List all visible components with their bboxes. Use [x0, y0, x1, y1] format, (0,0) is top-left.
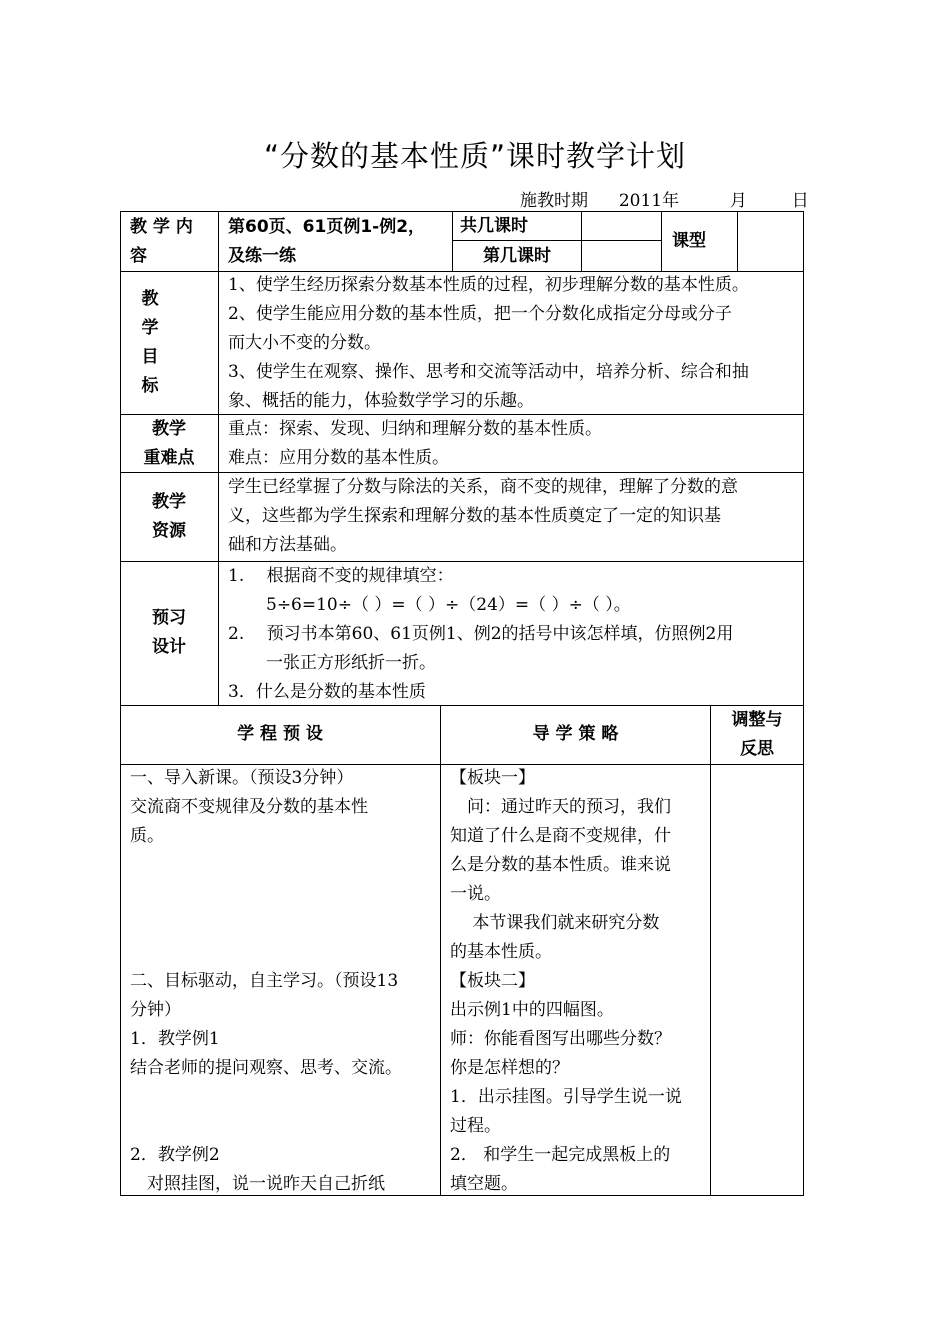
- objectives-label-char: 目: [141, 347, 159, 367]
- border-right: [803, 211, 804, 1196]
- content-value: [228, 213, 450, 271]
- content-value-line: 及练一练: [228, 246, 296, 266]
- objective-line: 而大小不变的分数。: [228, 333, 381, 353]
- process-right-line: 过程。: [450, 1116, 501, 1136]
- process-col1-header: 学 程 预 设: [237, 724, 323, 744]
- process-left-line: [130, 909, 438, 938]
- lesson-type-label: 课型: [672, 231, 706, 251]
- preview-line: 一张正方形纸折一折。: [266, 653, 436, 673]
- process-right-line: 【板块一】: [450, 768, 535, 788]
- resources-line: 础和方法基础。: [228, 535, 347, 555]
- process-right-line: 2． 和学生一起完成黑板上的: [450, 1145, 671, 1165]
- process-right-line: 出示例1中的四幅图。: [450, 1000, 614, 1020]
- preview-label-line: 设计: [152, 637, 186, 657]
- process-right-line: 你是怎样想的？: [450, 1058, 569, 1078]
- process-right-column: [450, 764, 708, 1199]
- process-right-line: 填空题。: [450, 1174, 518, 1194]
- resources-line: 学生已经掌握了分数与除法的关系，商不变的规律，理解了分数的意: [228, 477, 738, 497]
- date-line: [520, 186, 809, 211]
- process-left-line: [130, 1112, 438, 1141]
- date-year: 2011年: [618, 191, 680, 211]
- process-right-line: 的基本性质。: [450, 942, 552, 962]
- process-right-line: 1．出示挂图。引导学生说一说: [450, 1087, 682, 1107]
- content-label-line: 容: [130, 246, 147, 266]
- period-no-label: 第几课时: [483, 246, 551, 266]
- process-right-line: 【板块二】: [450, 971, 535, 991]
- key-points-label: [120, 415, 218, 473]
- resources-label: [120, 488, 218, 546]
- col-line: [661, 211, 662, 272]
- key-points-label-line: 教学: [152, 419, 186, 439]
- objective-line: 象、概括的能力，体验数学学习的乐趣。: [228, 391, 534, 411]
- preview-line: 1. 根据商不变的规律填空：: [228, 566, 454, 586]
- key-points-label-line: 重难点: [143, 448, 195, 468]
- resources-label-line: 资源: [152, 521, 186, 541]
- process-col2-header: 导 学 策 略: [532, 724, 619, 744]
- date-month: 月: [729, 191, 747, 211]
- date-label: 施教时期: [520, 191, 588, 211]
- resources-label-line: 教学: [152, 492, 186, 512]
- preview-line: 3．什么是分数的基本性质: [228, 682, 426, 702]
- col-line: [440, 705, 441, 1196]
- col-line: [581, 211, 582, 272]
- process-right-line: 知道了什么是商不变规律，什: [450, 826, 671, 846]
- process-right-line: 一说。: [450, 884, 501, 904]
- difficulty-line: 难点：应用分数的基本性质。: [228, 448, 449, 468]
- process-left-line: [130, 938, 438, 967]
- document-title: “分数的基本性质”课时教学计划: [263, 139, 687, 173]
- process-left-line: 结合老师的提问观察、思考、交流。: [130, 1058, 402, 1078]
- process-left-line: 分钟）: [130, 1000, 181, 1020]
- col-line: [218, 211, 219, 706]
- process-col3-header-line: 反思: [740, 739, 774, 759]
- total-periods-label: 共几课时: [460, 216, 528, 236]
- process-left-line: 2．教学例2: [130, 1145, 220, 1165]
- objectives-content: [228, 271, 800, 416]
- preview-line: 2. 预习书本第60、61页例1、例2的括号中该怎样填，仿照例2用: [228, 624, 734, 644]
- process-left-line: 一、导入新课。（预设3分钟）: [130, 768, 354, 788]
- process-left-line: [130, 1083, 438, 1112]
- content-value-line: 第60页、61页例1-例2，: [228, 217, 426, 237]
- process-left-line: 1．教学例1: [130, 1029, 220, 1049]
- preview-label-line: 预习: [152, 608, 186, 628]
- process-left-line: 对照挂图，说一说昨天自己折纸: [130, 1174, 385, 1194]
- process-right-line: 问：通过昨天的预习，我们: [450, 797, 671, 817]
- preview-line: 5÷6=10÷（ ）=（ ）÷（24）=（ ）÷（ ）。: [266, 595, 631, 615]
- objective-line: 1、使学生经历探索分数基本性质的过程，初步理解分数的基本性质。: [228, 275, 749, 295]
- objectives-label-char: 标: [141, 376, 159, 396]
- process-left-line: 交流商不变规律及分数的基本性: [130, 797, 368, 817]
- content-label-line: 教 学 内: [130, 217, 193, 237]
- resources-line: 义，这些都为学生探索和理解分数的基本性质奠定了一定的知识基: [228, 506, 721, 526]
- content-label: [130, 213, 216, 271]
- process-col3-header: [711, 706, 803, 764]
- process-right-line: 么是分数的基本性质。谁来说: [450, 855, 671, 875]
- date-day: 日: [791, 191, 809, 211]
- process-left-line: [130, 880, 438, 909]
- objectives-label: [120, 285, 180, 401]
- process-left-line: 质。: [130, 826, 164, 846]
- key-points-content: [228, 415, 800, 473]
- process-left-line: [130, 851, 438, 880]
- process-right-line: 本节课我们就来研究分数: [450, 913, 660, 933]
- focus-line: 重点：探索、发现、归纳和理解分数的基本性质。: [228, 419, 602, 439]
- process-right-line: 师：你能看图写出哪些分数？: [450, 1029, 671, 1049]
- col-line: [737, 211, 738, 272]
- objective-line: 3、使学生在观察、操作、思考和交流等活动中，培养分析、综合和抽: [228, 362, 749, 382]
- objective-line: 2、使学生能应用分数的基本性质，把一个分数化成指定分母或分子: [228, 304, 732, 324]
- resources-content: [228, 473, 800, 560]
- process-left-column: [130, 764, 438, 1199]
- preview-content: [228, 562, 800, 707]
- objectives-label-char: 教: [141, 289, 159, 309]
- process-col3-header-line: 调整与: [731, 710, 783, 730]
- objectives-label-char: 学: [141, 318, 159, 338]
- col-line: [710, 705, 711, 1196]
- process-left-line: 二、目标驱动，自主学习。（预设13: [130, 971, 399, 991]
- preview-label: [120, 604, 218, 662]
